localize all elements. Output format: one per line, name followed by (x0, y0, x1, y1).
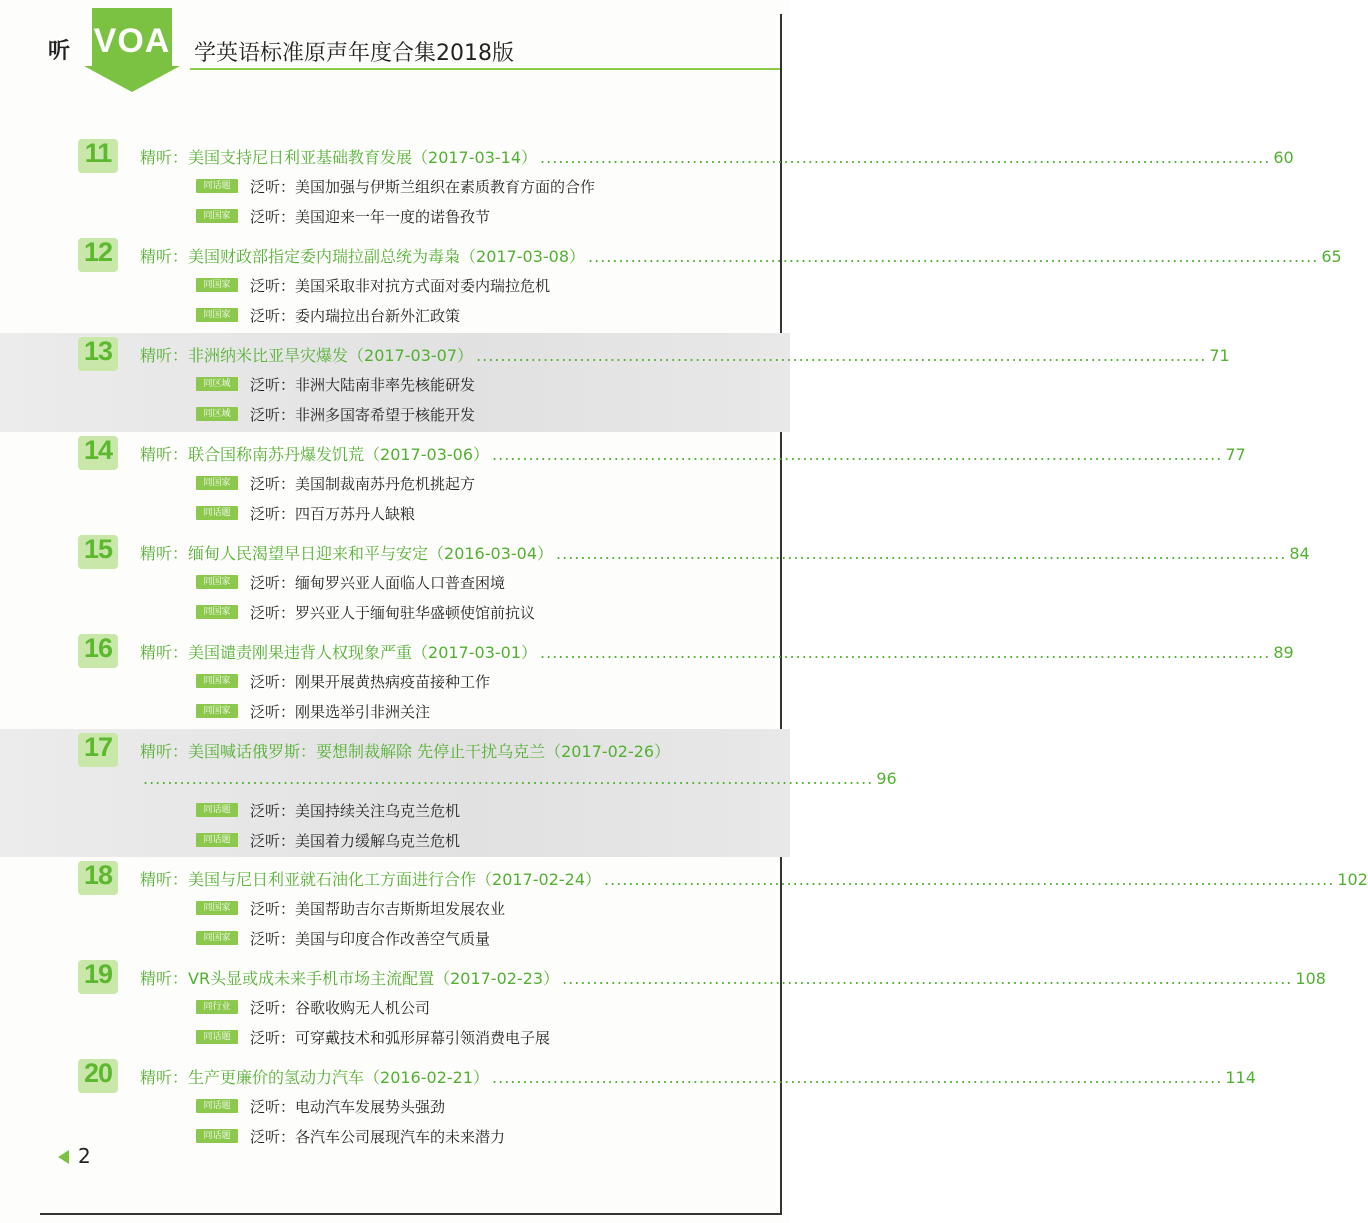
category-tag: 同国家 (196, 704, 238, 718)
extensive-label: 泛听： (250, 702, 296, 721)
dot-leader: ........................................................................................................................ (588, 247, 1319, 266)
sub-entry-title[interactable]: 美国制裁南苏丹危机挑起方 (295, 474, 476, 493)
sub-entry[interactable] (196, 601, 535, 623)
entry-main-line (140, 966, 1326, 989)
entry-page-number[interactable]: 108 (1295, 969, 1326, 988)
sub-entry[interactable] (196, 472, 475, 494)
sub-entry-title[interactable]: 美国迎来一年一度的诺鲁孜节 (295, 207, 491, 226)
extensive-label: 泛听： (250, 1097, 296, 1116)
page-number: 2 (78, 1144, 91, 1168)
dot-leader: ........................................................................................................................ (604, 870, 1335, 889)
entry-title[interactable]: 美国与尼日利亚就石油化工方面进行合作（2017-02-24） (188, 870, 602, 889)
intensive-label: 精听： (140, 346, 189, 365)
entry-number: 19 (83, 959, 113, 989)
page-header (0, 0, 790, 100)
toc-entry[interactable] (0, 135, 1294, 234)
extensive-label: 泛听： (250, 1028, 296, 1047)
category-tag: 同国家 (196, 575, 238, 589)
dot-leader: ........................................................................................................................ (556, 544, 1287, 563)
entry-main-line (140, 1065, 1256, 1088)
sub-entry[interactable] (196, 274, 550, 296)
entry-number: 17 (83, 732, 113, 762)
extensive-label: 泛听： (250, 306, 296, 325)
sub-entry[interactable] (196, 927, 490, 949)
entry-title[interactable]: 非洲纳米比亚旱灾爆发（2017-03-07） (188, 346, 474, 365)
sub-entry[interactable] (196, 670, 490, 692)
sub-entry-title[interactable]: 非洲大陆南非率先核能研发 (295, 375, 476, 394)
dot-leader: ........................................................................................................................ (540, 643, 1271, 662)
extensive-label: 泛听： (250, 375, 296, 394)
sub-entry-title[interactable]: 非洲多国寄希望于核能开发 (295, 405, 476, 424)
category-tag: 同国家 (196, 278, 238, 292)
entry-number: 20 (83, 1058, 113, 1088)
extensive-label: 泛听： (250, 504, 296, 523)
intensive-label: 精听： (140, 643, 189, 662)
entry-title[interactable]: 美国支持尼日利亚基础教育发展（2017-03-14） (188, 148, 538, 167)
sub-entry-title[interactable]: 委内瑞拉出台新外汇政策 (295, 306, 461, 325)
table-of-contents (0, 135, 1368, 1154)
entry-page-number[interactable]: 84 (1289, 544, 1310, 563)
sub-entry-title[interactable]: 美国与印度合作改善空气质量 (295, 929, 491, 948)
sub-entry[interactable] (196, 829, 460, 851)
sub-entry-title[interactable]: 美国着力缓解乌克兰危机 (295, 831, 461, 850)
dot-leader: ........................................................................................................................ (540, 148, 1271, 167)
intensive-label: 精听： (140, 870, 189, 889)
entry-main-line (140, 145, 1294, 168)
entry-title[interactable]: VR头显或成未来手机市场主流配置（2017-02-23） (188, 969, 560, 988)
category-tag: 同国家 (196, 674, 238, 688)
category-tag: 同国家 (196, 476, 238, 490)
category-tag: 同话题 (196, 833, 238, 847)
entry-number: 18 (83, 860, 113, 890)
dot-leader: ........................................................................................................................ (492, 445, 1223, 464)
category-tag: 同国家 (196, 931, 238, 945)
extensive-label: 泛听： (250, 899, 296, 918)
sub-entry[interactable] (196, 502, 415, 524)
entry-main-line (140, 739, 744, 762)
category-tag: 同国家 (196, 209, 238, 223)
sub-entry[interactable] (196, 304, 460, 326)
extensive-label: 泛听： (250, 672, 296, 691)
sub-entry-title[interactable]: 美国加强与伊斯兰组织在素质教育方面的合作 (295, 177, 596, 196)
intensive-label: 精听： (140, 1068, 189, 1087)
category-tag: 同国家 (196, 605, 238, 619)
dot-leader: ........................................................................................................................ (492, 1068, 1223, 1087)
entry-title[interactable]: 美国财政部指定委内瑞拉副总统为毒枭（2017-03-08） (188, 247, 586, 266)
toc-entry[interactable] (0, 432, 1246, 531)
sub-entry-title[interactable]: 刚果开展黄热病疫苗接种工作 (295, 672, 491, 691)
intensive-label: 精听： (140, 148, 189, 167)
toc-entry[interactable] (0, 630, 1294, 729)
category-tag: 同国家 (196, 901, 238, 915)
extensive-label: 泛听： (250, 831, 296, 850)
sub-entry-title[interactable]: 缅甸罗兴亚人面临人口普查困境 (295, 573, 506, 592)
toc-entry[interactable] (0, 1055, 1256, 1154)
entry-title[interactable]: 联合国称南苏丹爆发饥荒（2017-03-06） (188, 445, 490, 464)
entry-page-number[interactable]: 114 (1225, 1068, 1256, 1087)
entry-page-number[interactable]: 60 (1273, 148, 1294, 167)
extensive-label: 泛听： (250, 603, 296, 622)
sub-entry[interactable] (196, 175, 595, 197)
sub-entry[interactable] (196, 799, 460, 821)
entry-title[interactable]: 美国喊话俄罗斯：要想制裁解除 先停止干扰乌克兰（2017-02-26） (188, 742, 671, 761)
extensive-label: 泛听： (250, 573, 296, 592)
entry-number: 11 (84, 138, 112, 168)
entry-main-line (140, 343, 1230, 366)
entry-title[interactable]: 缅甸人民渴望早日迎来和平与安定（2016-03-04） (188, 544, 554, 563)
entry-page-number[interactable]: 89 (1273, 643, 1294, 662)
extensive-label: 泛听： (250, 998, 296, 1017)
category-tag: 同行业 (196, 1000, 238, 1014)
extensive-label: 泛听： (250, 474, 296, 493)
sub-entry-title[interactable]: 四百万苏丹人缺粮 (295, 504, 416, 523)
sub-entry[interactable] (196, 1095, 445, 1117)
extensive-label: 泛听： (250, 207, 296, 226)
sub-entry-title[interactable]: 美国持续关注乌克兰危机 (295, 801, 461, 820)
toc-entry[interactable] (0, 729, 897, 857)
category-tag: 同话题 (196, 1030, 238, 1044)
entry-number: 13 (83, 336, 113, 366)
category-tag: 同话题 (196, 506, 238, 520)
sub-entry[interactable] (196, 996, 430, 1018)
intensive-label: 精听： (140, 445, 189, 464)
page-arrow-icon (58, 1150, 69, 1164)
extensive-label: 泛听： (250, 177, 296, 196)
entry-number: 14 (83, 435, 113, 465)
extensive-label: 泛听： (250, 276, 296, 295)
sub-entry-title[interactable]: 美国帮助吉尔吉斯斯坦发展农业 (295, 899, 506, 918)
toc-entry[interactable] (0, 234, 1342, 333)
dot-leader: ........................................................................................................................ (476, 346, 1207, 365)
page-border-bottom (40, 1213, 782, 1215)
sub-entry[interactable] (196, 571, 505, 593)
sub-entry-title[interactable]: 美国采取非对抗方式面对委内瑞拉危机 (295, 276, 551, 295)
entry-main-line (140, 244, 1342, 267)
toc-entry[interactable] (0, 531, 1310, 630)
entry-main-line (140, 867, 1368, 890)
entry-title[interactable]: 生产更廉价的氢动力汽车（2016-02-21） (188, 1068, 490, 1087)
toc-entry[interactable] (0, 333, 1230, 432)
extensive-label: 泛听： (250, 929, 296, 948)
category-tag: 同话题 (196, 1099, 238, 1113)
intensive-label: 精听： (140, 544, 189, 563)
header-title: 学英语标准原声年度合集2018版 (194, 41, 514, 66)
sub-entry-title[interactable]: 各汽车公司展现汽车的未来潜力 (295, 1127, 506, 1146)
category-tag: 同国家 (196, 308, 238, 322)
header-rule (190, 68, 780, 70)
sub-entry-title[interactable]: 罗兴亚人于缅甸驻华盛顿使馆前抗议 (295, 603, 536, 622)
dot-leader: ........................................................................................................................ (143, 769, 874, 788)
intensive-label: 精听： (140, 969, 189, 988)
sub-entry[interactable] (196, 1125, 505, 1147)
category-tag: 同话题 (196, 1129, 238, 1143)
entry-title[interactable]: 美国谴责刚果违背人权现象严重（2017-03-01） (188, 643, 538, 662)
intensive-label: 精听： (140, 742, 189, 761)
sub-entry-title[interactable]: 谷歌收购无人机公司 (295, 998, 431, 1017)
extensive-label: 泛听： (250, 1127, 296, 1146)
entry-number: 16 (83, 633, 113, 663)
entry-main-line (140, 442, 1246, 465)
category-tag: 同区域 (196, 407, 238, 421)
entry-number: 15 (83, 534, 113, 564)
sub-entry-title[interactable]: 可穿戴技术和弧形屏幕引领消费电子展 (295, 1028, 551, 1047)
category-tag: 同话题 (196, 179, 238, 193)
toc-entry[interactable] (0, 956, 1326, 1055)
category-tag: 同区域 (196, 377, 238, 391)
sub-entry[interactable] (196, 1026, 550, 1048)
sub-entry-title[interactable]: 电动汽车发展势头强劲 (295, 1097, 446, 1116)
extensive-label: 泛听： (250, 801, 296, 820)
entry-leader-line (140, 769, 897, 788)
entry-main-line (140, 640, 1294, 663)
entry-number: 12 (83, 237, 113, 267)
voa-logo: VOA (93, 22, 171, 60)
dot-leader: ........................................................................................................................ (562, 969, 1293, 988)
toc-entry[interactable] (0, 857, 1368, 956)
entry-page-number[interactable]: 71 (1209, 346, 1230, 365)
sub-entry-title[interactable]: 刚果选举引非洲关注 (295, 702, 431, 721)
sub-entry[interactable] (196, 403, 475, 425)
extensive-label: 泛听： (250, 405, 296, 424)
header-prefix: 听 (48, 39, 71, 64)
entry-page-number[interactable]: 102 (1337, 870, 1368, 889)
entry-page-number[interactable]: 77 (1225, 445, 1246, 464)
sub-entry[interactable] (196, 700, 430, 722)
sub-entry[interactable] (196, 373, 475, 395)
category-tag: 同话题 (196, 803, 238, 817)
sub-entry[interactable] (196, 205, 490, 227)
entry-page-number[interactable]: 65 (1321, 247, 1342, 266)
intensive-label: 精听： (140, 247, 189, 266)
entry-main-line (140, 541, 1310, 564)
entry-page-number[interactable]: 96 (876, 769, 897, 788)
sub-entry[interactable] (196, 897, 505, 919)
